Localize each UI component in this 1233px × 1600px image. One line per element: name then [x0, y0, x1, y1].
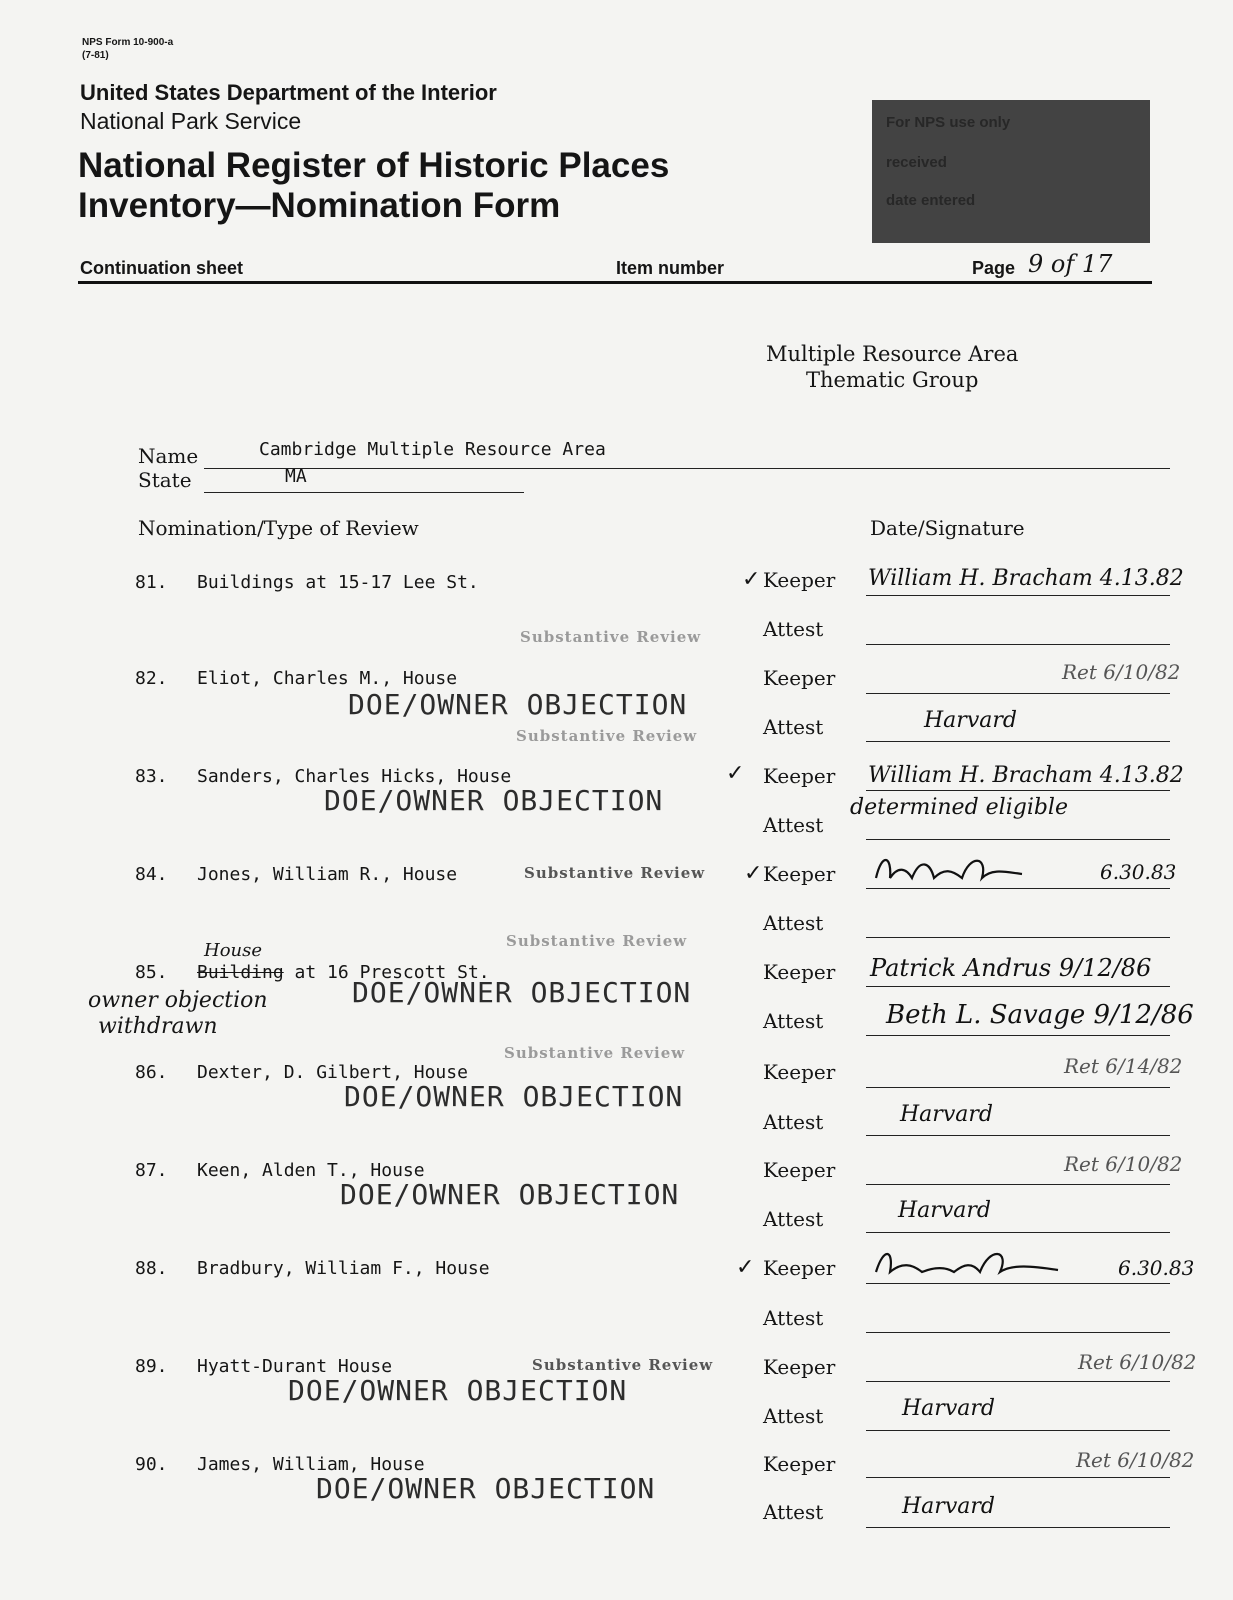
- attest-signature: Harvard: [902, 1494, 995, 1519]
- attest-signature: Harvard: [898, 1198, 991, 1223]
- keeper-label: Keeper: [763, 1452, 836, 1476]
- entry-number: 85.: [135, 962, 168, 983]
- attest-signature: Beth L. Savage 9/12/86: [886, 1000, 1194, 1030]
- keeper-signature-line: [866, 595, 1170, 596]
- keeper-signature: William H. Bracham 4.13.82: [868, 566, 1184, 591]
- keeper-signature-line: [866, 1283, 1170, 1284]
- entry-number: 89.: [135, 1356, 168, 1377]
- check-mark-icon: ✓: [726, 760, 745, 785]
- attest-signature-line: [866, 1035, 1170, 1036]
- resource-group-type: [766, 341, 1018, 393]
- doe-owner-objection-stamp: DOE/OWNER OBJECTION: [340, 1178, 680, 1211]
- attest-signature-line: [866, 644, 1170, 645]
- attest-label: Attest: [763, 1009, 824, 1033]
- attest-signature-line: [866, 1332, 1170, 1333]
- form-revision: (7-81): [82, 50, 109, 61]
- property-name-rest: at 16 Prescott St.: [294, 962, 490, 983]
- keeper-signature: Ret 6/10/82: [1078, 1350, 1197, 1374]
- attest-signature-line: [866, 1232, 1170, 1233]
- keeper-signature: Ret 6/14/82: [1064, 1054, 1183, 1078]
- keeper-signature-line: [866, 986, 1170, 987]
- name-value: Cambridge Multiple Resource Area: [259, 439, 606, 460]
- attest-signature-line: [866, 1527, 1170, 1528]
- entry-number: 88.: [135, 1258, 168, 1279]
- form-number: NPS Form 10-900-a: [82, 37, 174, 48]
- attest-label: Attest: [763, 813, 824, 837]
- name-label: Name: [138, 444, 199, 468]
- attest-signature-line: [866, 839, 1170, 840]
- attest-signature: Harvard: [902, 1396, 995, 1421]
- nps-box-line-3: date entered: [886, 192, 976, 209]
- substantive-review-stamp: Substantive Review: [516, 727, 698, 745]
- keeper-signature-line: [866, 1381, 1170, 1382]
- nps-box-line-1: For NPS use only: [886, 114, 1011, 131]
- page-number-handwritten: 9 of 17: [1028, 250, 1113, 278]
- keeper-signature: 6.30.83: [1100, 860, 1177, 884]
- property-name: Dexter, D. Gilbert, House: [197, 1062, 468, 1083]
- page-label: Page: [972, 258, 1016, 278]
- entry-number: 86.: [135, 1062, 168, 1083]
- nps-box-line-2: received: [886, 154, 947, 171]
- keeper-label: Keeper: [763, 666, 836, 690]
- margin-note-line-1: owner objection: [88, 988, 268, 1013]
- substantive-review-stamp: Substantive Review: [504, 1044, 686, 1062]
- nomination-column-head: Nomination/Type of Review: [138, 516, 419, 540]
- keeper-signature-scribble: [872, 848, 1042, 892]
- state-value: MA: [285, 466, 307, 487]
- property-name: Keen, Alden T., House: [197, 1160, 425, 1181]
- keeper-signature-line: [866, 1184, 1170, 1185]
- department-heading: United States Department of the Interior: [80, 80, 497, 105]
- header-rule: [78, 281, 1152, 284]
- attest-label: Attest: [763, 1404, 824, 1428]
- title-line-1: National Register of Historic Places: [78, 146, 670, 185]
- attest-signature: determined eligible: [850, 795, 1068, 820]
- property-name: Sanders, Charles Hicks, House: [197, 766, 512, 787]
- substantive-review-stamp: Substantive Review: [532, 1356, 714, 1374]
- attest-label: Attest: [763, 1500, 824, 1524]
- keeper-signature-line: [866, 693, 1170, 694]
- doe-owner-objection-stamp: DOE/OWNER OBJECTION: [288, 1374, 628, 1407]
- keeper-signature: Ret 6/10/82: [1062, 660, 1181, 684]
- doe-owner-objection-stamp: DOE/OWNER OBJECTION: [324, 784, 664, 817]
- state-label: State: [138, 468, 192, 492]
- property-name: Buildings at 15-17 Lee St.: [197, 572, 479, 593]
- property-name: Hyatt-Durant House: [197, 1356, 393, 1377]
- keeper-label: Keeper: [763, 960, 836, 984]
- attest-label: Attest: [763, 715, 824, 739]
- attest-label: Attest: [763, 617, 824, 641]
- continuation-sheet-label: Continuation sheet: [80, 258, 243, 278]
- property-name: James, William, House: [197, 1454, 425, 1475]
- keeper-label: Keeper: [763, 1158, 836, 1182]
- keeper-signature: Patrick Andrus 9/12/86: [870, 954, 1152, 982]
- keeper-label: Keeper: [763, 568, 836, 592]
- substantive-review-stamp: Substantive Review: [524, 864, 706, 882]
- attest-signature: Harvard: [900, 1102, 993, 1127]
- service-heading: National Park Service: [80, 108, 302, 134]
- keeper-signature-scribble: [872, 1242, 1072, 1286]
- entry-number: 84.: [135, 864, 168, 885]
- doe-owner-objection-stamp: DOE/OWNER OBJECTION: [348, 688, 688, 721]
- attest-signature-line: [866, 937, 1170, 938]
- nps-use-only-box: [872, 100, 1150, 243]
- substantive-review-stamp: Substantive Review: [506, 932, 688, 950]
- title-line-2: Inventory—Nomination Form: [78, 186, 561, 225]
- property-name: Bradbury, William F., House: [197, 1258, 490, 1279]
- check-mark-icon: ✓: [744, 860, 763, 885]
- keeper-label: Keeper: [763, 764, 836, 788]
- keeper-signature: Ret 6/10/82: [1064, 1152, 1183, 1176]
- entry-number: 82.: [135, 668, 168, 689]
- struck-word: Building: [197, 962, 284, 983]
- keeper-label: Keeper: [763, 862, 836, 886]
- attest-label: Attest: [763, 1207, 824, 1231]
- attest-signature-line: [866, 1135, 1170, 1136]
- attest-label: Attest: [763, 911, 824, 935]
- margin-note-line-2: withdrawn: [98, 1014, 218, 1039]
- keeper-signature-line: [866, 790, 1170, 791]
- document-title: [78, 146, 669, 226]
- entry-number: 90.: [135, 1454, 168, 1475]
- keeper-label: Keeper: [763, 1256, 836, 1280]
- doe-owner-objection-stamp: DOE/OWNER OBJECTION: [344, 1080, 684, 1113]
- form-id: [82, 36, 173, 62]
- entry-number: 83.: [135, 766, 168, 787]
- keeper-signature-line: [866, 1477, 1170, 1478]
- group-line-2: Thematic Group: [805, 368, 979, 392]
- keeper-label: Keeper: [763, 1060, 836, 1084]
- doe-owner-objection-stamp: DOE/OWNER OBJECTION: [316, 1472, 656, 1505]
- attest-signature-line: [866, 1430, 1170, 1431]
- property-name: Jones, William R., House: [197, 864, 458, 885]
- substantive-review-stamp: Substantive Review: [520, 628, 702, 646]
- handwritten-insert: House: [204, 940, 263, 961]
- state-underline: [204, 492, 524, 493]
- attest-signature: Harvard: [924, 708, 1017, 733]
- date-signature-column-head: Date/Signature: [870, 516, 1025, 540]
- property-name: Eliot, Charles M., House: [197, 668, 458, 689]
- attest-label: Attest: [763, 1306, 824, 1330]
- check-mark-icon: ✓: [742, 566, 761, 591]
- item-number-label: Item number: [616, 258, 725, 278]
- attest-label: Attest: [763, 1110, 824, 1134]
- entry-number: 87.: [135, 1160, 168, 1181]
- entry-number: 81.: [135, 572, 168, 593]
- keeper-signature: 6.30.83: [1118, 1256, 1195, 1280]
- keeper-signature-line: [866, 888, 1170, 889]
- name-underline: [204, 468, 1170, 469]
- group-line-1: Multiple Resource Area: [766, 342, 1019, 366]
- doe-owner-objection-stamp: DOE/OWNER OBJECTION: [352, 976, 692, 1009]
- check-mark-icon: ✓: [736, 1254, 755, 1279]
- keeper-signature: Ret 6/10/82: [1076, 1448, 1195, 1472]
- keeper-label: Keeper: [763, 1355, 836, 1379]
- keeper-signature: William H. Bracham 4.13.82: [868, 763, 1184, 788]
- keeper-signature-line: [866, 1087, 1170, 1088]
- attest-signature-line: [866, 741, 1170, 742]
